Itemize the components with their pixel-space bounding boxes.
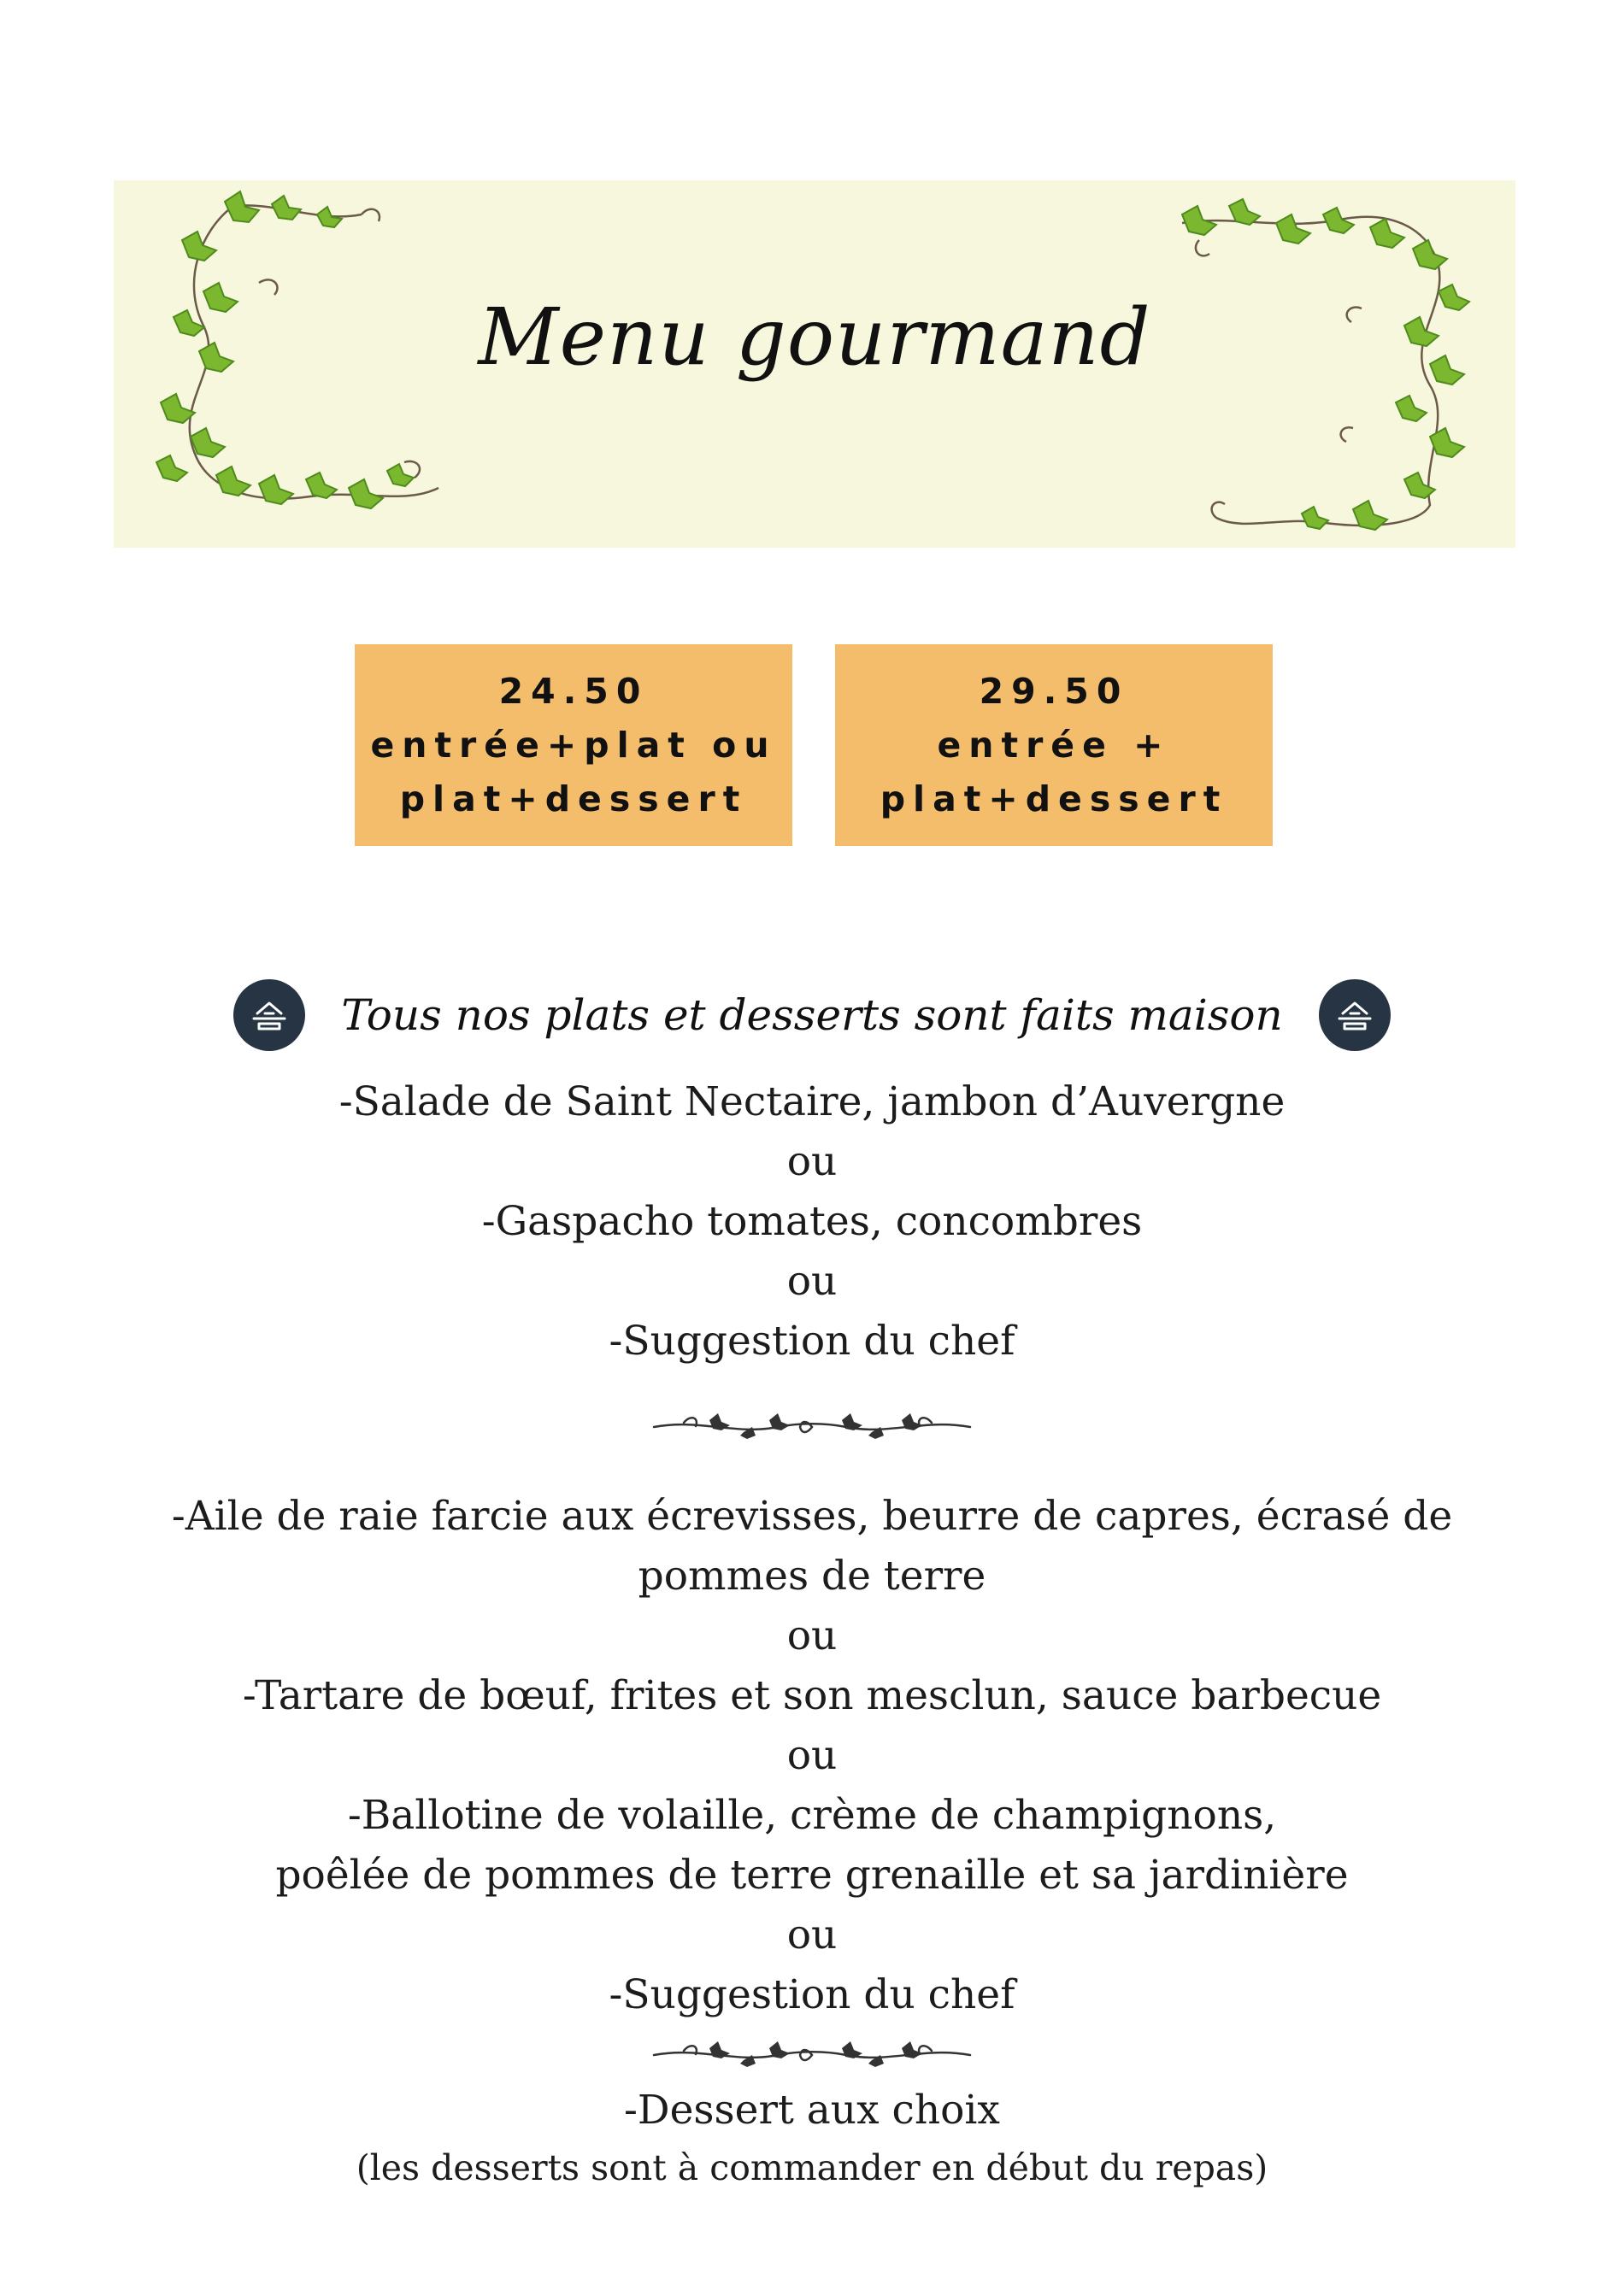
tagline: Tous nos plats et desserts sont faits maison — [341, 990, 1283, 1040]
house-icon — [1319, 979, 1391, 1051]
floral-divider-icon — [650, 2029, 974, 2081]
price-amount: 24.50 — [498, 670, 649, 712]
page-title: Menu gourmand — [478, 291, 1151, 383]
menu-item-plat-2: -Tartare de bœuf, frites et son mesclun, sauce barbecue — [242, 1672, 1382, 1719]
menu-item-plat-3-continued: poêlée de pommes de terre grenaille et sa jardinière — [275, 1852, 1349, 1899]
header-banner — [114, 180, 1515, 548]
menu-item-entree-3: -Suggestion du chef — [609, 1318, 1015, 1365]
price-description-line-1: entrée+plat ou — [370, 724, 777, 766]
price-box-formula-2 — [835, 644, 1273, 846]
menu-item-plat-1: -Aile de raie farcie aux écrevisses, beurre de capres, écrasé de — [171, 1493, 1453, 1540]
menu-item-entree-2: -Gaspacho tomates, concombres — [481, 1198, 1143, 1245]
price-description-line-1: entrée + — [937, 724, 1171, 766]
menu-separator-ou: ou — [786, 1732, 838, 1779]
menu-separator-ou: ou — [786, 1911, 838, 1958]
menu-separator-ou: ou — [786, 1612, 838, 1659]
tagline-row — [0, 974, 1624, 1056]
house-icon — [233, 979, 305, 1051]
price-description-line-2: plat+dessert — [399, 778, 748, 819]
menu-item-dessert: -Dessert aux choix — [624, 2087, 1000, 2134]
price-amount: 29.50 — [979, 670, 1129, 712]
menu-separator-ou: ou — [786, 1138, 838, 1185]
price-box-formula-1 — [355, 644, 792, 846]
ivy-vine-icon — [1148, 180, 1507, 548]
price-description-line-2: plat+dessert — [880, 778, 1228, 819]
menu-item-entree-1: -Salade de Saint Nectaire, jambon d’Auvergne — [338, 1078, 1286, 1125]
floral-divider-icon — [650, 1401, 974, 1453]
dessert-note: (les desserts sont à commander en début du repas) — [356, 2147, 1268, 2188]
menu-item-plat-1-continued: pommes de terre — [638, 1553, 986, 1600]
menu-item-plat-4: -Suggestion du chef — [609, 1971, 1015, 2018]
menu-separator-ou: ou — [786, 1258, 838, 1305]
menu-item-plat-3: -Ballotine de volaille, crème de champignons, — [347, 1792, 1277, 1839]
